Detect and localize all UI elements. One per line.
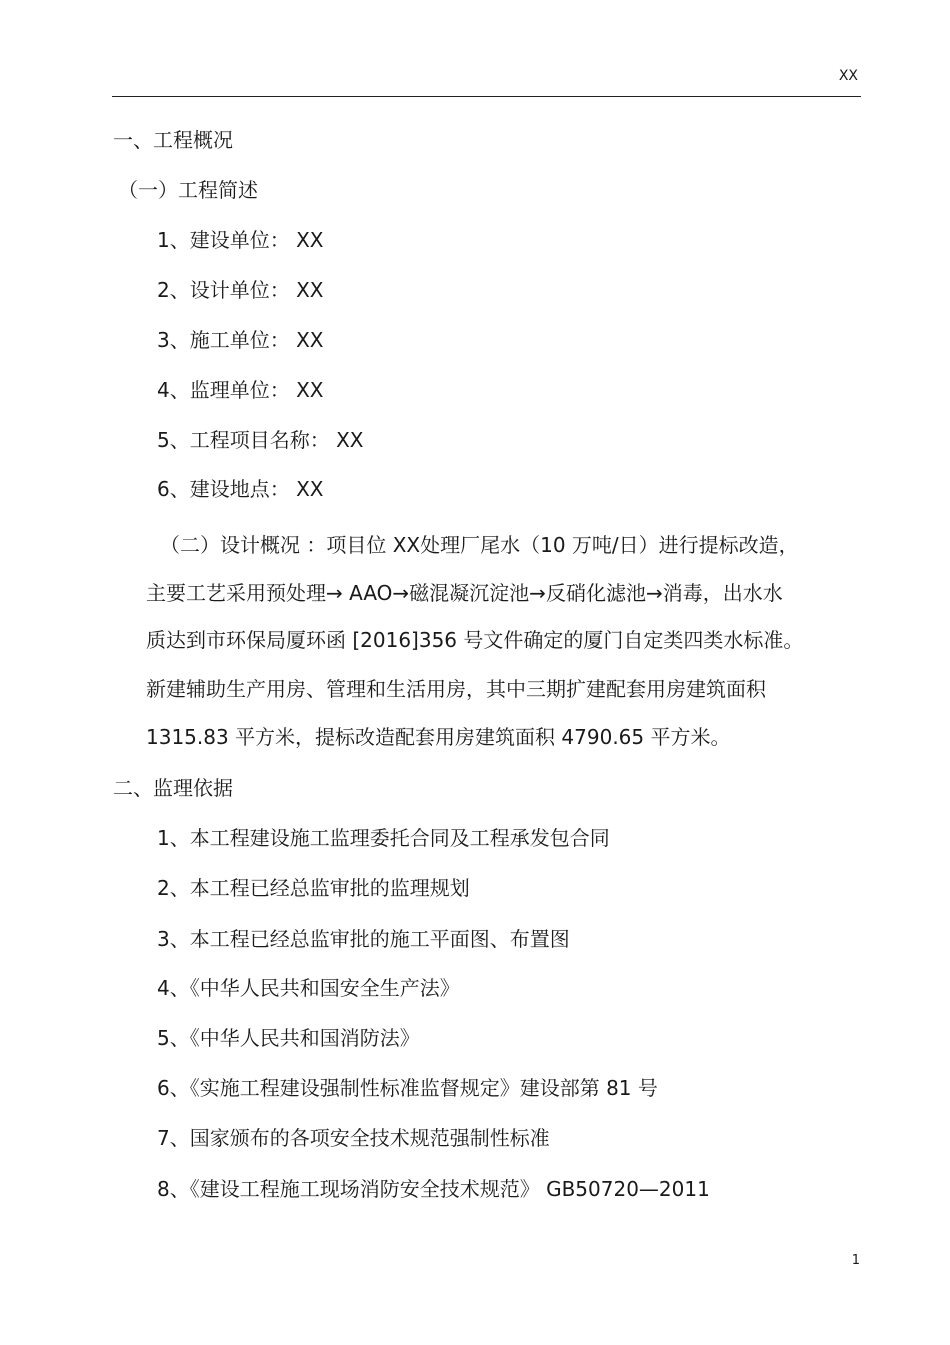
- list-item: 5、工程项目名称： XX: [157, 428, 364, 452]
- list-item: 4、《中华人民共和国安全生产法》: [157, 976, 460, 1000]
- list-item: 6、《实施工程建设强制性标准监督规定》建设部第 81 号: [157, 1076, 658, 1100]
- list-item: 2、本工程已经总监审批的监理规划: [157, 876, 470, 900]
- page-number: 1: [851, 1253, 860, 1268]
- paragraph-line: 1315.83 平方米，提标改造配套用房建筑面积 4790.65 平方米。: [146, 725, 731, 749]
- list-item: 6、建设地点： XX: [157, 477, 324, 501]
- paragraph-line: （二）设计概况 ：项目位 XX处理厂尾水（10 万吨/日）进行提标改造，: [160, 533, 799, 557]
- list-item: 7、国家颁布的各项安全技术规范强制性标准: [157, 1126, 550, 1150]
- list-item: 1、建设单位： XX: [157, 228, 324, 252]
- list-item: 3、本工程已经总监审批的施工平面图、布置图: [157, 927, 570, 951]
- list-item: 4、监理单位： XX: [157, 378, 324, 402]
- paragraph-line: 新建辅助生产用房、管理和生活用房，其中三期扩建配套用房建筑面积: [146, 677, 766, 701]
- section-title-basis: 二、监理依据: [113, 776, 233, 800]
- list-item: 2、设计单位： XX: [157, 278, 324, 302]
- list-item: 8、《建设工程施工现场消防安全技术规范》 GB50720—2011: [157, 1177, 710, 1201]
- header-rule: [112, 96, 861, 97]
- list-item: 1、本工程建设施工监理委托合同及工程承发包合同: [157, 826, 610, 850]
- list-item: 5、《中华人民共和国消防法》: [157, 1026, 420, 1050]
- paragraph-line: 主要工艺采用预处理→ AAO→磁混凝沉淀池→反硝化滤池→消毒，出水水: [146, 581, 783, 605]
- subsection-title-brief: （一）工程简述: [118, 178, 258, 202]
- list-item: 3、施工单位： XX: [157, 328, 324, 352]
- section-title-overview: 一、工程概况: [113, 128, 233, 152]
- header-text: XX: [838, 68, 858, 84]
- paragraph-line: 质达到市环保局厦环函 [2016]356 号文件确定的厦门自定类四类水标准。: [146, 628, 804, 652]
